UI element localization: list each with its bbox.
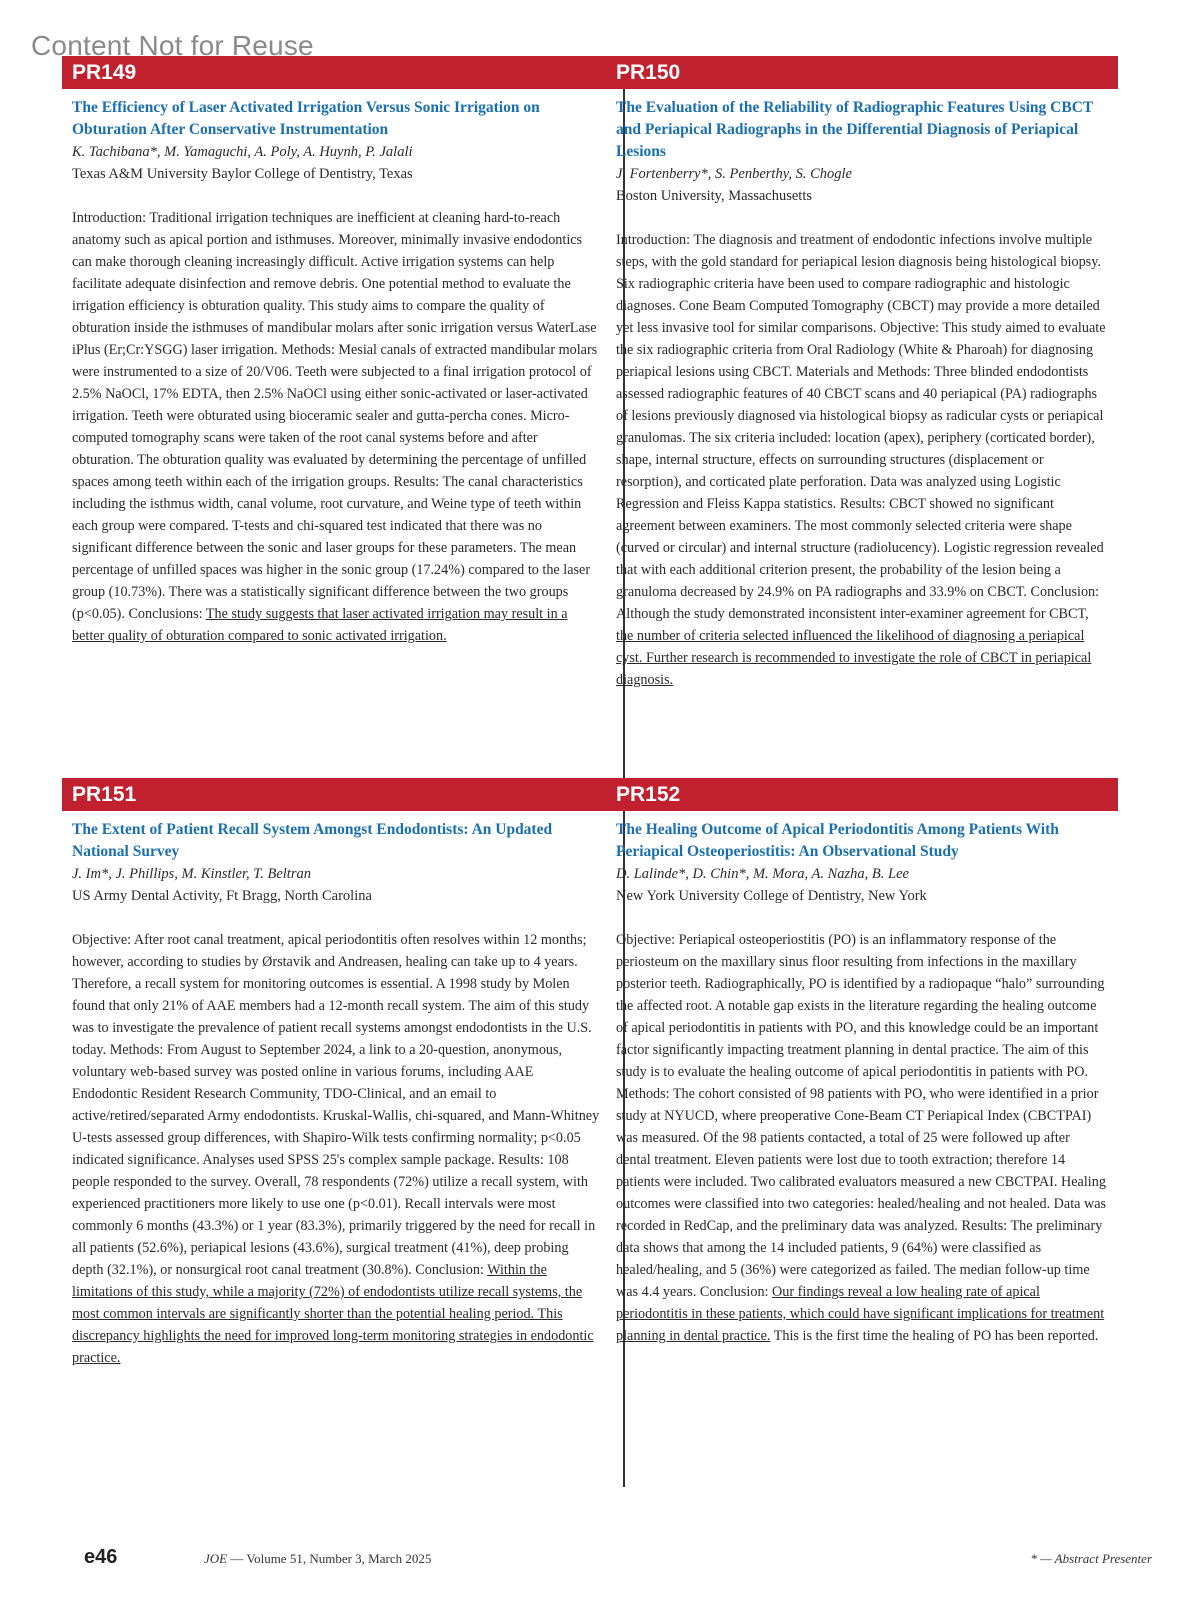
journal-abbrev: JOE (204, 1551, 228, 1566)
abstract-title: The Evaluation of the Reliability of Radiographic Features Using CBCT and Periapical Radiographs in the Differential Diagnosis of Periapical Lesions (616, 99, 1093, 160)
abstract-title: The Extent of Patient Recall System Amongst Endodontists: An Updated National Survey (72, 821, 553, 860)
presenter-note: * — Abstract Presenter (1030, 1551, 1152, 1566)
abstract-title: The Healing Outcome of Apical Periodontitis Among Patients With Periapical Osteoperiostitis: An Observational Study (616, 821, 1059, 860)
abstract-body (616, 229, 1106, 691)
abstract-pr151 (72, 819, 602, 1369)
abstract-body (72, 929, 602, 1369)
abstract-affiliation: Texas A&M University Baylor College of Dentistry, Texas (72, 166, 413, 182)
abstract-authors: J. Fortenberry*, S. Penberthy, S. Chogle (616, 166, 852, 182)
abstract-text: Objective: After root canal treatment, apical periodontitis often resolves within 12 months; however, according to studies by Ørstavik and Andreasen, healing can take up to 4 years. Therefore, a recall system for monitoring outcomes is essential. A 1998 study by Molen found that only 21% of AAE members had a 12-month recall system. The aim of this study was to investigate the prevalence of patient recall systems amongst endodontists in the U.S. today. Methods: From August to September 2024, a link to a 20-question, anonymous, voluntary web-based survey was posted online in various forums, including AAE Endodontic Resident Research Community, TDO-Clinical, and an email to active/retired/separated Army endodontists. Kruskal-Wallis, chi-squared, and Mann-Whitney U-tests assessed group differences, with Shapiro-Wilk tests confirming normality; p<0.05 indicated significance. Analyses used SPSS 25's complex sample package. Results: 108 people responded to the survey. Overall, 78 respondents (72%) utilize a recall system, with experienced practitioners more likely to use one (p<0.01). Recall intervals were most commonly 6 months (43.3%) or 1 year (83.3%), primarily triggered by the need for recall in all patients (52.6%), periapical lesions (43.6%), surgical treatment (41%), deep probing depth (32.1%), or nonsurgical root canal treatment (30.8%). Conclusion: (72, 932, 600, 1278)
abstract-text: Introduction: Traditional irrigation techniques are inefficient at cleaning hard-to-reach anatomy such as apical portion and isthmuses. Moreover, minimally invasive endodontics can make thorough cleaning increasingly difficult. Active irrigation systems can help facilitate adequate disinfection and remove debris. One potential method to evaluate the irrigation efficiency is obturation quality. This study aims to compare the quality of obturation inside the isthmuses of mandibular molars after sonic irrigation versus WaterLase iPlus (Er;Cr:YSGG) laser irrigation. Methods: Mesial canals of extracted mandibular molars were instrumented to a size of 20/V06. Teeth were subjected to a final irrigation protocol of 2.5% NaOCl, 17% EDTA, then 2.5% NaOCl using either sonic-activated or laser-activated irrigation. Teeth were obturated using bioceramic sealer and gutta-percha cones. Micro-computed tomography scans were taken of the root canal systems before and after obturation. The obturation quality was evaluated by determining the percentage of unfilled spaces among teeth within each of the irrigation groups. Results: The canal characteristics including the isthmus width, canal volume, root curvature, and Weine type of teeth within each group were compared. T-tests and chi-squared test indicated that there was no significant difference between the sonic and laser groups for these parameters. The mean percentage of unfilled spaces was higher in the sonic group (17.24%) compared to the laser group (10.73%). There was a statistically significant difference between the two groups (p<0.05). Conclusions: (72, 210, 598, 622)
abstract-header-pr150: PR150 (606, 56, 1118, 89)
abstract-body (616, 929, 1108, 1347)
abstract-conclusion: Within the limitations of this study, while a majority (72%) of endodontists utilize recall systems, the most common intervals are significantly shorter than the potential healing period. This discrepancy highlights the need for improved long-term monitoring strategies in endodontic practice. (72, 1262, 594, 1366)
abstract-text: Objective: Periapical osteoperiostitis (PO) is an inflammatory response of the periosteum on the maxillary sinus floor resulting from infections in the maxillary posterior teeth. Radiographically, PO is identified by a radiopaque “halo” surrounding the affected root. A notable gap exists in the literature regarding the healing outcome of apical periodontitis in patients with PO, and this knowledge could be an important factor significantly impacting treatment planning in dental practice. The aim of this study is to evaluate the healing outcome of apical periodontitis in patients with PO. Methods: The cohort consisted of 98 patients with PO, who were identified in a prior study at NYUCD, where preoperative Cone-Beam CT Periapical Index (CBCTPAI) was measured. Of the 98 patients contacted, a total of 25 were followed up after dental treatment. Eleven patients were lost due to tooth extraction; therefore 14 patients were included. Two calibrated evaluators measured a new CBCTPAI. Healing outcomes were classified into two categories: healed/healing and not healed. Data was recorded in RedCap, and the preliminary data was analyzed. Results: The preliminary data shows that among the 14 included patients, 9 (64%) were classified as healed/healing, and 5 (36%) were categorized as failed. The median follow-up time was 4.4 years. Conclusion: (616, 932, 1107, 1300)
abstract-authors: D. Lalinde*, D. Chin*, M. Mora, A. Nazha, B. Lee (616, 866, 909, 882)
abstract-conclusion: Our findings reveal a low healing rate of apical periodontitis in these patients, which could have significant implications for treatment planning in dental practice. (616, 1284, 1105, 1344)
abstract-pr152 (616, 819, 1108, 1347)
abstract-title: The Efficiency of Laser Activated Irrigation Versus Sonic Irrigation on Obturation After Conservative Instrumentation (72, 99, 540, 138)
abstract-pr149 (72, 97, 602, 647)
abstract-affiliation: Boston University, Massachusetts (616, 188, 813, 204)
abstract-header-pr152: PR152 (606, 778, 1118, 811)
page-number: e46 (84, 1546, 118, 1568)
abstract-text: Introduction: The diagnosis and treatment of endodontic infections involve multiple steps, with the gold standard for periapical lesion diagnosis being histological biopsy. Six radiographic criteria have been used to compare radiographic and histologic diagnoses. Cone Beam Computed Tomography (CBCT) may provide a more detailed yet less invasive tool for similar comparisons. Objective: This study aimed to evaluate the six radiographic criteria from Oral Radiology (White & Pharoah) for diagnosing periapical lesions using CBCT. Materials and Methods: Three blinded endodontists assessed radiographic features of 40 CBCT scans and 40 periapical (PA) radiographs of lesions previously diagnosed via histological biopsy as radicular cysts or periapical granulomas. The six criteria included: location (apex), periphery (corticated border), shape, internal structure, effects on surrounding structures (displacement or resorption), and corticated plate perforation. Data was analyzed using Logistic Regression and Fleiss Kappa statistics. Results: CBCT showed no significant agreement between examiners. The most commonly selected criteria were shape (curved or circular) and internal structure (radiolucency). Logistic regression revealed that with each additional criterion present, the probability of the lesion being a granuloma decreased by 24.9% on PA radiographs and 33.9% on CBCT. Conclusion: Although the study demonstrated inconsistent inter-examiner agreement for CBCT, (616, 232, 1106, 622)
abstract-authors: K. Tachibana*, M. Yamaguchi, A. Poly, A. Huynh, P. Jalali (72, 144, 413, 160)
abstract-affiliation: US Army Dental Activity, Ft Bragg, North Carolina (72, 888, 372, 904)
abstract-pr150 (616, 97, 1106, 691)
abstract-conclusion: The study suggests that laser activated irrigation may result in a better quality of obturation compared to sonic activated irrigation. (72, 606, 568, 644)
journal-info: — Volume 51, Number 3, March 2025 (227, 1551, 432, 1566)
watermark: Content Not for Reuse (31, 30, 314, 61)
abstract-header-pr151: PR151 (62, 778, 614, 811)
journal-citation (204, 1551, 431, 1567)
abstract-tail: This is the first time the healing of PO has been reported. (770, 1328, 1099, 1344)
abstract-authors: J. Im*, J. Phillips, M. Kinstler, T. Beltran (72, 866, 311, 882)
abstract-header-pr149: PR149 (62, 56, 614, 89)
abstract-body (72, 207, 602, 647)
abstract-conclusion: the number of criteria selected influenced the likelihood of diagnosing a periapical cyst. Further research is recommended to investigate the role of CBCT in periapical diagnosis. (616, 628, 1092, 688)
abstract-affiliation: New York University College of Dentistry, New York (616, 888, 927, 904)
